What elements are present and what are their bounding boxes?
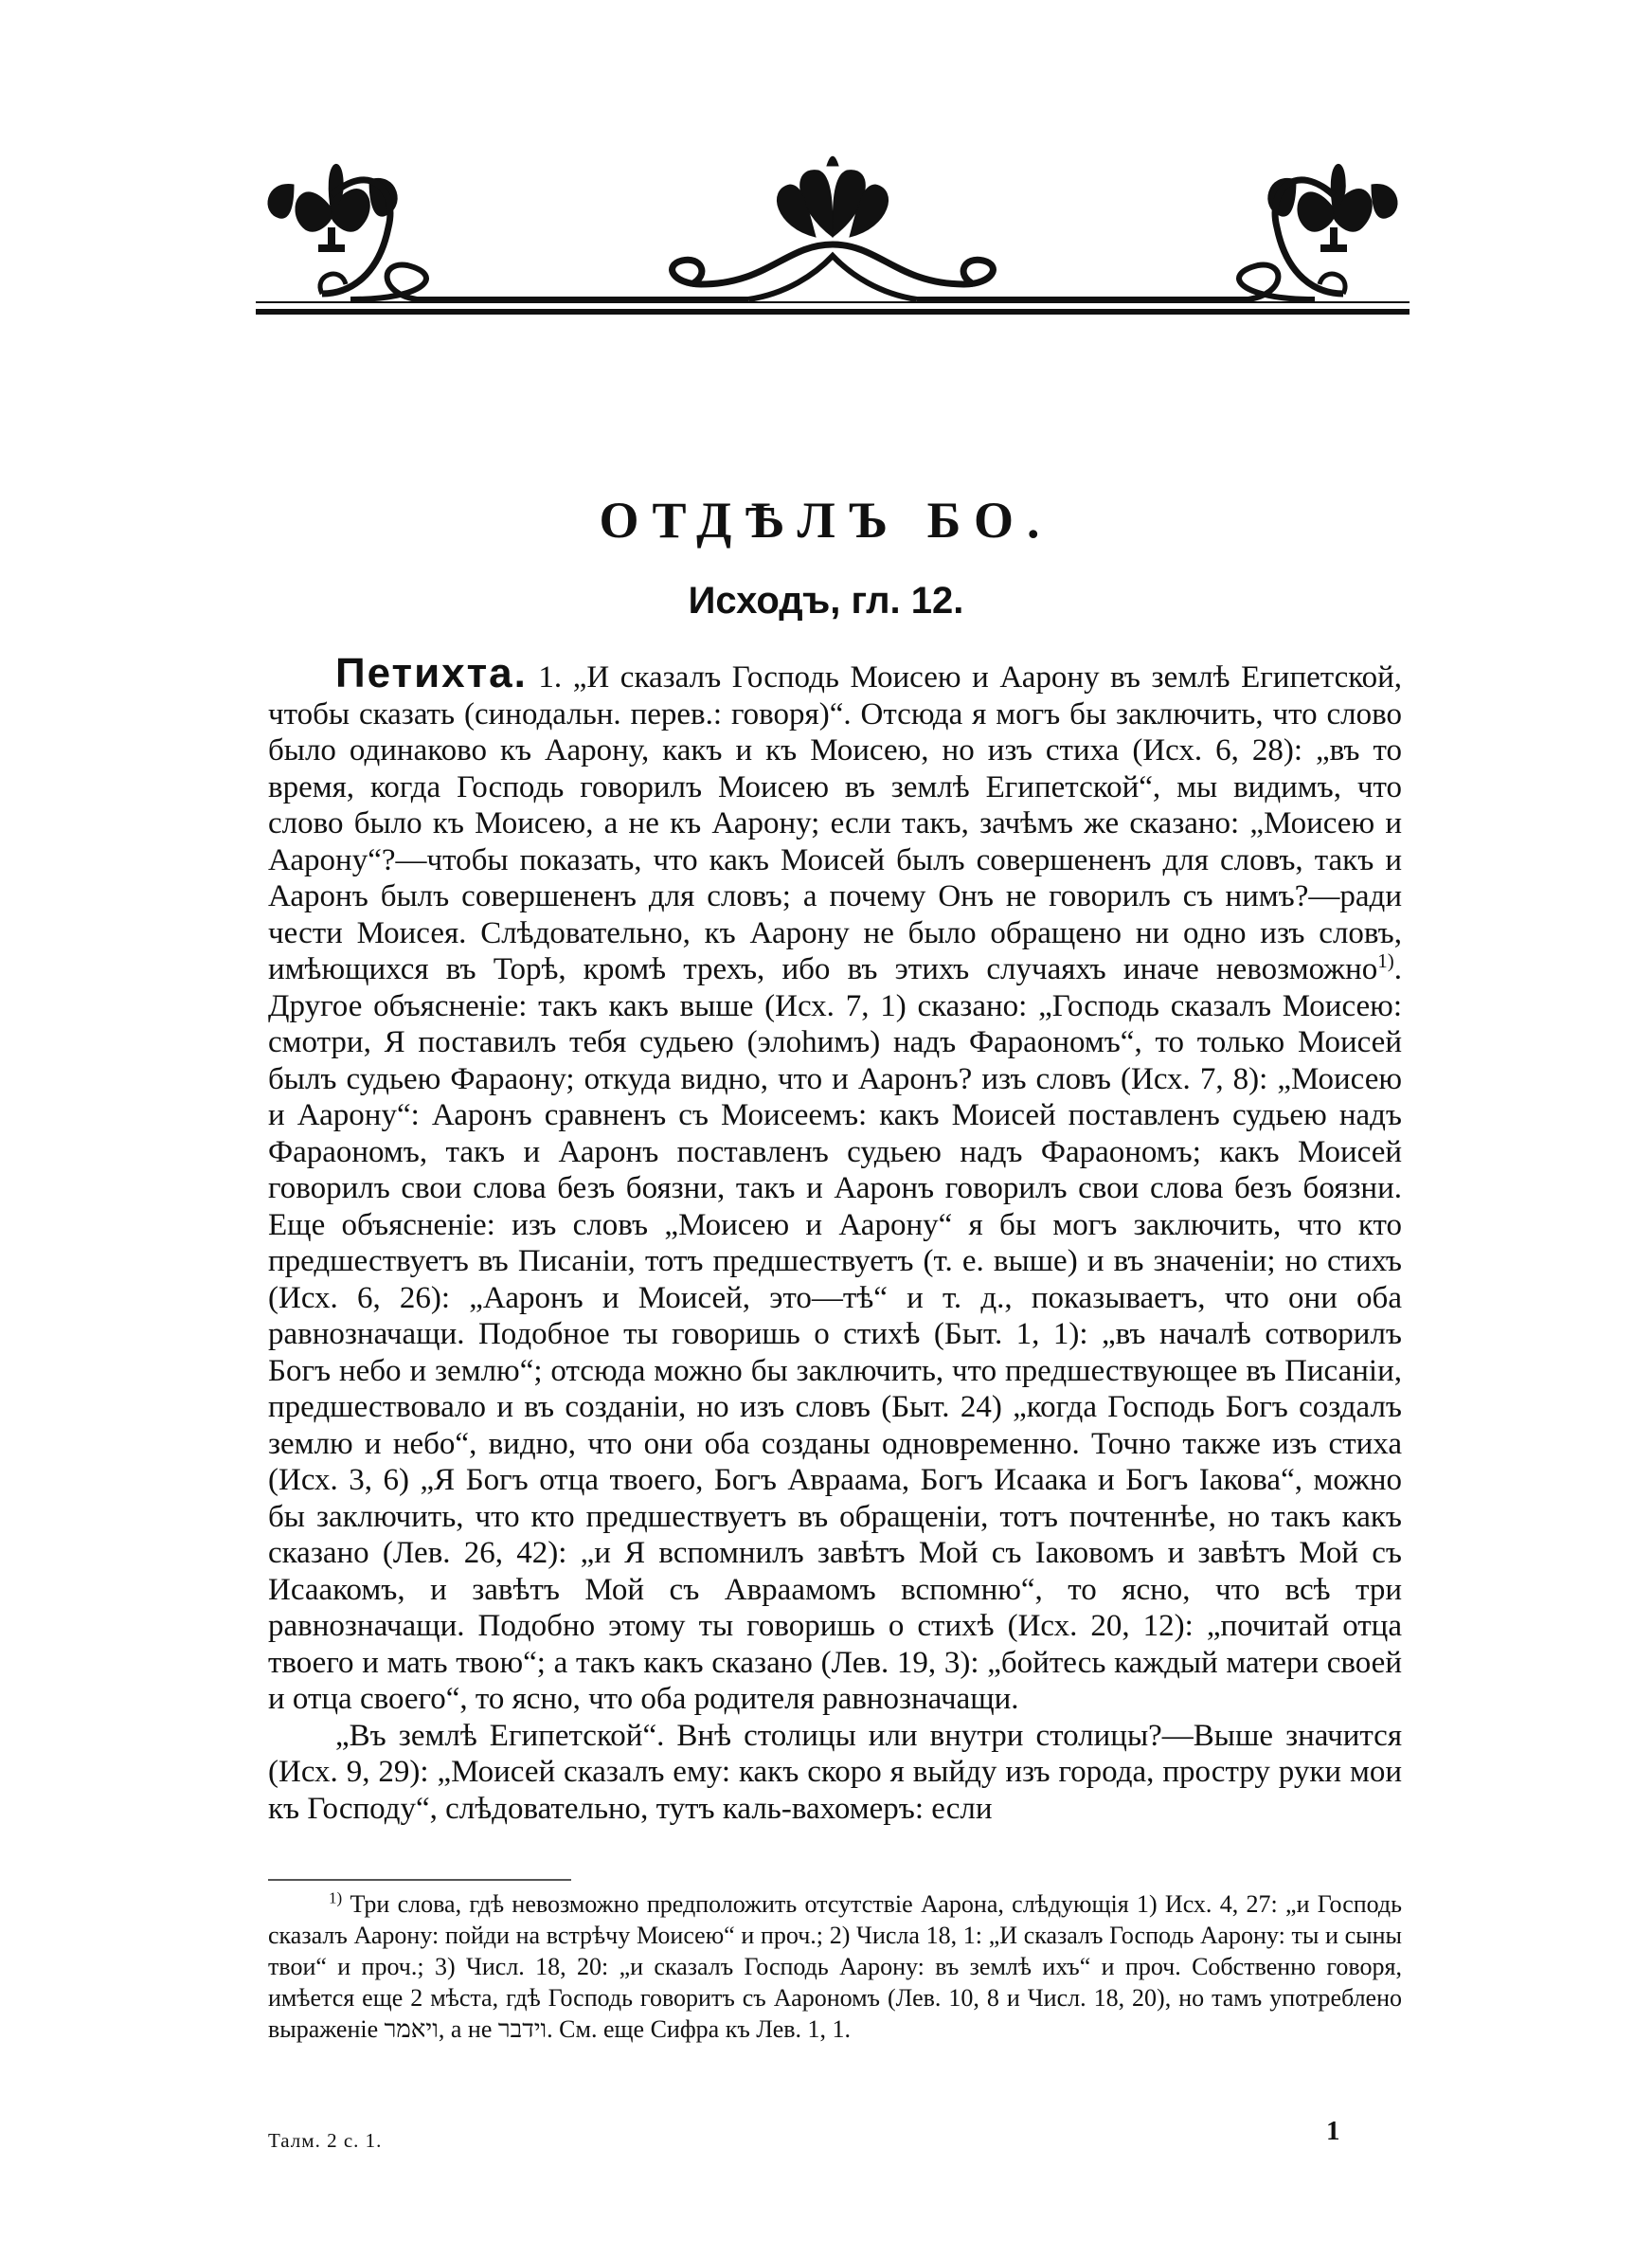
floral-ornament-icon <box>256 133 1410 322</box>
footnote-text: Три слова, гдѣ невозможно предположить отсутствіе Аарона, слѣдующія 1) Исх. 4, 27: „и Господь сказалъ Аарону: пойди на встрѣчу Моисею“ и проч.; 2) Числа 18, 1: „И сказалъ Господь Аарону: ты и сыны твои“ и проч.; 3) Числ. 18, 20: „и сказалъ Господь Аарону: въ землѣ ихъ“ и проч. Собственно говоря, имѣется еще 2 мѣста, гдѣ Господь говоритъ съ Аарономъ (Лев. 10, 8 и Числ. 18, 20), но тамъ употреблено выраженіе ויאמר, а не וידבר. См. еще Сифра къ Лев. 1, 1. <box>268 1890 1402 2043</box>
paragraph-text-a: 1. „И сказалъ Господь Моисею и Аарону въ землѣ Египетской, чтобы сказать (синодальн. перев.: говоря)“. Отсюда я могъ бы заключить, что слово было одинаково къ Аарону, какъ и къ Моисею, но изъ стиха (Исх. 6, 28): „въ то время, когда Господь говорилъ Моисею въ землѣ Египетской“, мы видимъ, что слово было къ Моисею, а не къ Аарону; если такъ, зачѣмъ же сказано: „Моисею и Аарону“?—чтобы показать, что какъ Моисей былъ совершененъ для словъ, такъ и Ааронъ былъ совершененъ для словъ; а почему Онъ не говорилъ съ нимъ?—ради чести Моисея. Слѣдовательно, къ Аарону не было обращено ни одно изъ словъ, имѣющихся въ Торѣ, кромѣ трехъ, ибо въ этихъ случаяхъ иначе невозможно <box>268 660 1402 986</box>
lead-word: Петихта. <box>335 650 528 696</box>
paragraph-egypt: „Въ землѣ Египетской“. Внѣ столицы или внутри столицы?—Выше значится (Исх. 9, 29): „Моисей сказалъ ему: какъ скоро я выйду изъ города, простру руки мои къ Господу“, слѣдовательно, тутъ каль-вахомеръ: если <box>268 1718 1402 1826</box>
main-text <box>268 650 1402 1827</box>
section-title: ОТДѢЛЪ БО. <box>599 492 1053 549</box>
page-number: 1 <box>1326 2116 1340 2146</box>
paragraph-text-b: . Другое объясненіе: такъ какъ выше (Исх. 7, 1) сказано: „Господь сказалъ Моисею: смотри, Я поставилъ тебя судьею (элоhимъ) надъ Фараономъ“, то только Моисей былъ судьею Фараону; откуда видно, что и Ааронъ? изъ словъ (Исх. 7, 8): „Моисею и Аарону“: Ааронъ сравненъ съ Моисеемъ: какъ Моисей поставленъ судьею надъ Фараономъ, такъ и Ааронъ поставленъ судьею надъ Фараономъ; какъ Моисей говорилъ свои слова безъ боязни, такъ и Ааронъ говорилъ свои слова безъ боязни. Еще объясненіе: изъ словъ „Моисею и Аарону“ я бы могъ заключить, что кто предшествуетъ въ Писаніи, тотъ предшествуетъ (т. е. выше) и въ значеніи; но стихъ (Исх. 6, 26): „Ааронъ и Моисей, это—тѣ“ и т. д., показываетъ, что они оба равнозначащи. Подобное ты говоришь о стихѣ (Быт. 1, 1): „въ началѣ сотворилъ Богъ небо и землю“; отсюда можно бы заключить, что предшествующее въ Писаніи, предшествовало и въ созданіи, но изъ словъ (Быт. 24) „когда Господь Богъ создалъ землю и небо“, видно, что они оба созданы одновременно. Точно также изъ стиха (Исх. 3, 6) „Я Богъ отца твоего, Богъ Авраама, Богъ Исаака и Богъ Іакова“, можно бы заключить, что кто предшествуетъ въ обращеніи, тотъ почтеннѣе, но такъ какъ сказано (Лев. 26, 42): „и Я вспомнилъ завѣтъ Мой съ Іаковомъ и завѣтъ Мой съ Исаакомъ, и завѣтъ Мой съ Авраамомъ вспомню“, то ясно, что всѣ три равнозначащи. Подобно этому ты говоришь о стихѣ (Исх. 20, 12): „почитай отца твоего и мать твою“; а такъ какъ сказано (Лев. 19, 3): „бойтесь каждый матери своей и отца своего“, то ясно, что оба родителя равнозначащи. <box>268 952 1402 1716</box>
footnote-reference: 1) <box>1377 949 1394 972</box>
paragraph-petikhta <box>268 650 1402 1718</box>
footnote <box>268 1888 1402 2045</box>
footnote-marker: 1) <box>329 1888 343 1907</box>
footnote-divider <box>268 1879 571 1881</box>
chapter-heading: Исходъ, гл. 12. <box>688 580 964 622</box>
printer-signature: Талм. 2 с. 1. <box>268 2129 383 2152</box>
